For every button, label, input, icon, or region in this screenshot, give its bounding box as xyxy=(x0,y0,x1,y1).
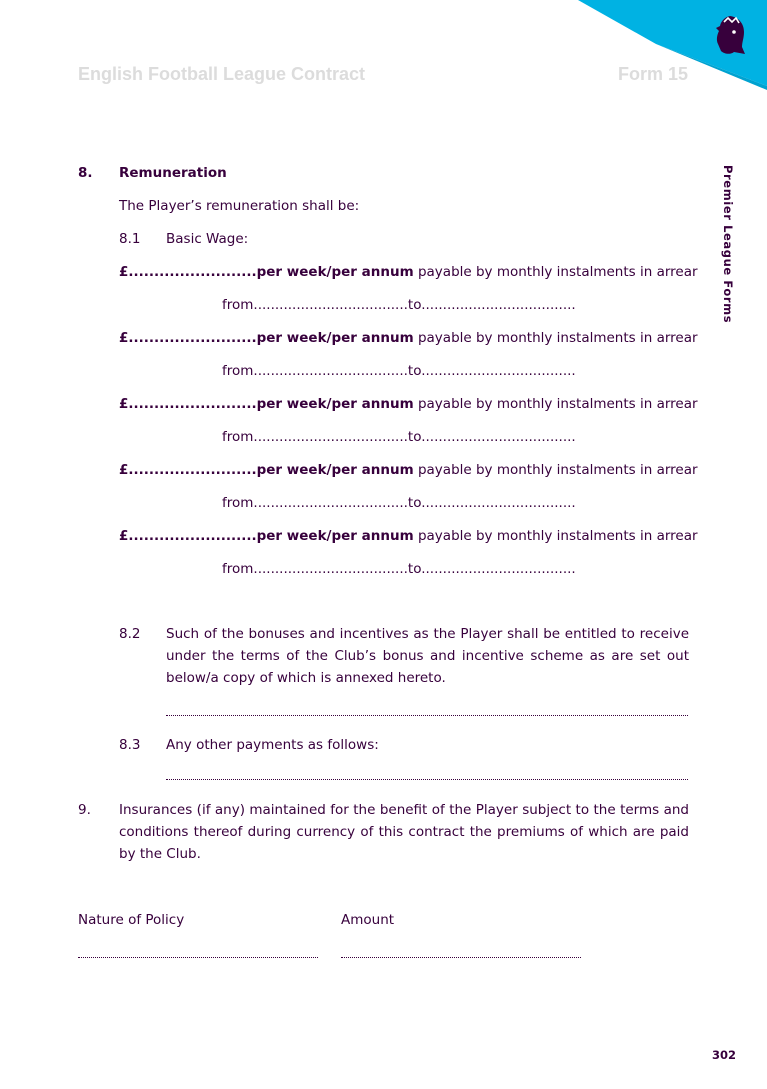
nature-of-policy-label: Nature of Policy xyxy=(78,912,185,928)
wage-amount-blank[interactable]: £......................... xyxy=(119,528,257,544)
wage-amount-blank[interactable]: £......................... xyxy=(119,264,257,280)
wage-row xyxy=(119,264,698,280)
wage-period-blank[interactable]: from....................................to.................................... xyxy=(222,429,576,445)
wage-row xyxy=(119,330,698,346)
wage-terms: payable by monthly instalments in arrear xyxy=(413,528,698,544)
clause-8-3-text: Any other payments as follows: xyxy=(166,737,379,753)
wage-row xyxy=(119,396,698,412)
wage-terms: payable by monthly instalments in arrear xyxy=(413,264,698,280)
section-8-title: Remuneration xyxy=(119,165,227,181)
document-title: English Football League Contract xyxy=(78,64,366,84)
section-8-intro: The Player’s remuneration shall be: xyxy=(119,198,360,214)
section-8-number: 8. xyxy=(78,165,93,181)
wage-period-blank[interactable]: from....................................to.................................... xyxy=(222,297,576,313)
nature-of-policy-blank[interactable] xyxy=(78,957,318,958)
wage-row xyxy=(119,528,698,544)
wage-amount-blank[interactable]: £......................... xyxy=(119,330,257,346)
wage-basis: per week/per annum xyxy=(256,330,414,346)
section-9-number: 9. xyxy=(78,802,91,818)
wage-period-blank[interactable]: from....................................to.................................... xyxy=(222,561,576,577)
wage-basis: per week/per annum xyxy=(256,264,414,280)
wage-period-blank[interactable]: from....................................to.................................... xyxy=(222,495,576,511)
wage-basis: per week/per annum xyxy=(256,396,414,412)
bonus-details-blank[interactable] xyxy=(166,715,688,716)
wage-terms: payable by monthly instalments in arrear xyxy=(413,396,698,412)
clause-8-2-text: Such of the bonuses and incentives as the Player shall be entitled to receive under the terms of the Club’s bonus and incentive scheme as are set out below/a copy of which is annexed hereto. xyxy=(166,626,689,686)
section-9-text: Insurances (if any) maintained for the benefit of the Player subject to the terms and conditions thereof during currency of this contract the premiums of which are paid by the Club. xyxy=(119,802,689,862)
side-label: Premier League Forms xyxy=(721,165,735,324)
wage-row xyxy=(119,462,698,478)
clause-8-2-number: 8.2 xyxy=(119,626,141,642)
wage-basis: per week/per annum xyxy=(256,462,414,478)
premier-league-lion-icon xyxy=(712,14,748,56)
wage-period-blank[interactable]: from....................................to.................................... xyxy=(222,363,576,379)
clause-8-1-number: 8.1 xyxy=(119,231,141,247)
page-number: 302 xyxy=(712,1048,737,1062)
wage-terms: payable by monthly instalments in arrear xyxy=(413,462,698,478)
other-payments-blank[interactable] xyxy=(166,779,688,780)
wage-basis: per week/per annum xyxy=(256,528,414,544)
amount-label: Amount xyxy=(341,912,395,928)
wage-amount-blank[interactable]: £......................... xyxy=(119,462,257,478)
wage-amount-blank[interactable]: £......................... xyxy=(119,396,257,412)
form-number: Form 15 xyxy=(618,64,689,84)
wage-terms: payable by monthly instalments in arrear xyxy=(413,330,698,346)
amount-blank[interactable] xyxy=(341,957,581,958)
clause-8-1-label: Basic Wage: xyxy=(166,231,249,247)
clause-8-3-number: 8.3 xyxy=(119,737,141,753)
